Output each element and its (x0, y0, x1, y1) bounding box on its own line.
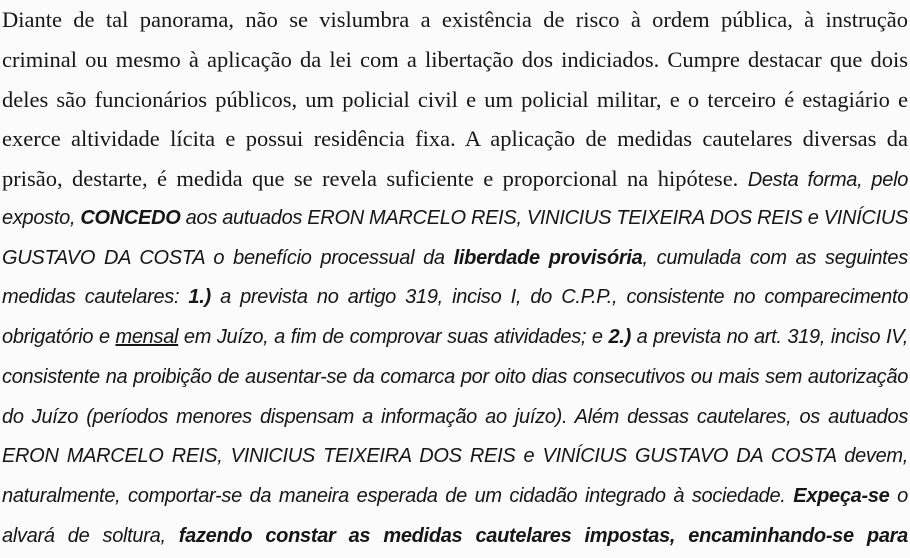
text-line-content (2, 278, 908, 319)
text-segment: naturalmente, comportar-se da maneira esperada de um cidadão integrado à sociedade. (2, 485, 794, 508)
text-line-content (2, 398, 908, 439)
text-segment: medidas cautelares: (2, 286, 189, 309)
text-segment: liberdade provisória (453, 246, 643, 269)
text-line-content (2, 159, 908, 202)
text-line (2, 398, 908, 438)
text-segment: do Juízo (períodos menores dispensam a informação ao juízo). Além dessas cautelares, os autuados (2, 405, 909, 428)
text-line-content (2, 358, 908, 399)
text-segment: obrigatório e (2, 326, 116, 349)
text-segment: criminal ou mesmo à aplicação da lei com a libertação dos indiciados. Cumpre destacar que dois (2, 46, 908, 72)
text-segment: alvará de soltura, (2, 524, 179, 547)
text-segment: fazendo constar as medidas cautelares impostas, encaminhando-se para (178, 524, 908, 547)
text-segment: 1.) (188, 286, 211, 309)
text-segment: aos autuados ERON MARCELO REIS, VINICIUS TEIXEIRA DOS REIS e VINÍCIUS (180, 206, 909, 229)
text-line-content (2, 517, 908, 558)
text-line (2, 40, 908, 80)
text-line (2, 159, 908, 199)
text-segment: Expeça-se (793, 485, 890, 508)
text-line (2, 477, 908, 517)
text-line-content (2, 0, 908, 43)
text-segment: prisão, destarte, é medida que se revela suficiente e proporcional na hipótese. (2, 166, 748, 192)
text-segment: , cumulada com as seguintes (642, 246, 908, 269)
text-line (2, 278, 908, 318)
text-segment: exerce altividade lícita e possui residência fixa. A aplicação de medidas cautelares diversas da (2, 126, 908, 152)
text-segment: o (889, 485, 908, 508)
text-line (2, 437, 908, 477)
text-line-content (2, 119, 908, 162)
text-line (2, 517, 908, 557)
text-line-content (2, 318, 908, 359)
text-segment: Diante de tal panorama, não se vislumbra a existência de risco à ordem pública, à instrução (2, 7, 908, 32)
text-segment: a prevista no artigo 319, inciso I, do C.P.P., consistente no comparecimento (210, 286, 909, 309)
text-segment: CONCEDO (80, 206, 181, 229)
text-line (2, 358, 908, 398)
text-segment: exposto, (2, 206, 81, 229)
text-line-content (2, 239, 908, 280)
text-line-content (2, 80, 908, 123)
text-line (2, 239, 908, 279)
text-segment: 2.) (608, 326, 631, 349)
text-segment: deles são funcionários públicos, um policial civil e um policial militar, e o terceiro é estagiário e (2, 86, 909, 112)
text-line (2, 119, 908, 159)
text-segment: GUSTAVO DA COSTA o benefício processual da (2, 246, 454, 269)
text-line-content (2, 477, 908, 518)
text-segment: ERON MARCELO REIS, VINICIUS TEIXEIRA DOS REIS e VINÍCIUS GUSTAVO DA COSTA devem, (2, 445, 909, 468)
text-line-content (2, 40, 908, 83)
text-line (2, 199, 908, 239)
text-line-content (2, 199, 908, 240)
text-segment: a prevista no art. 319, inciso IV, (630, 326, 909, 349)
text-segment: Desta forma, pelo (747, 169, 909, 192)
text-segment: mensal (115, 326, 179, 349)
text-line (2, 318, 908, 358)
text-line-content (2, 437, 908, 478)
text-segment: consistente na proibição de ausentar-se da comarca por oito dias consecutivos ou mais sem autorização (2, 365, 909, 388)
text-line (2, 0, 908, 40)
text-segment: em Juízo, a fim de comprovar suas atividades; e (178, 326, 609, 349)
text-line (2, 80, 908, 120)
